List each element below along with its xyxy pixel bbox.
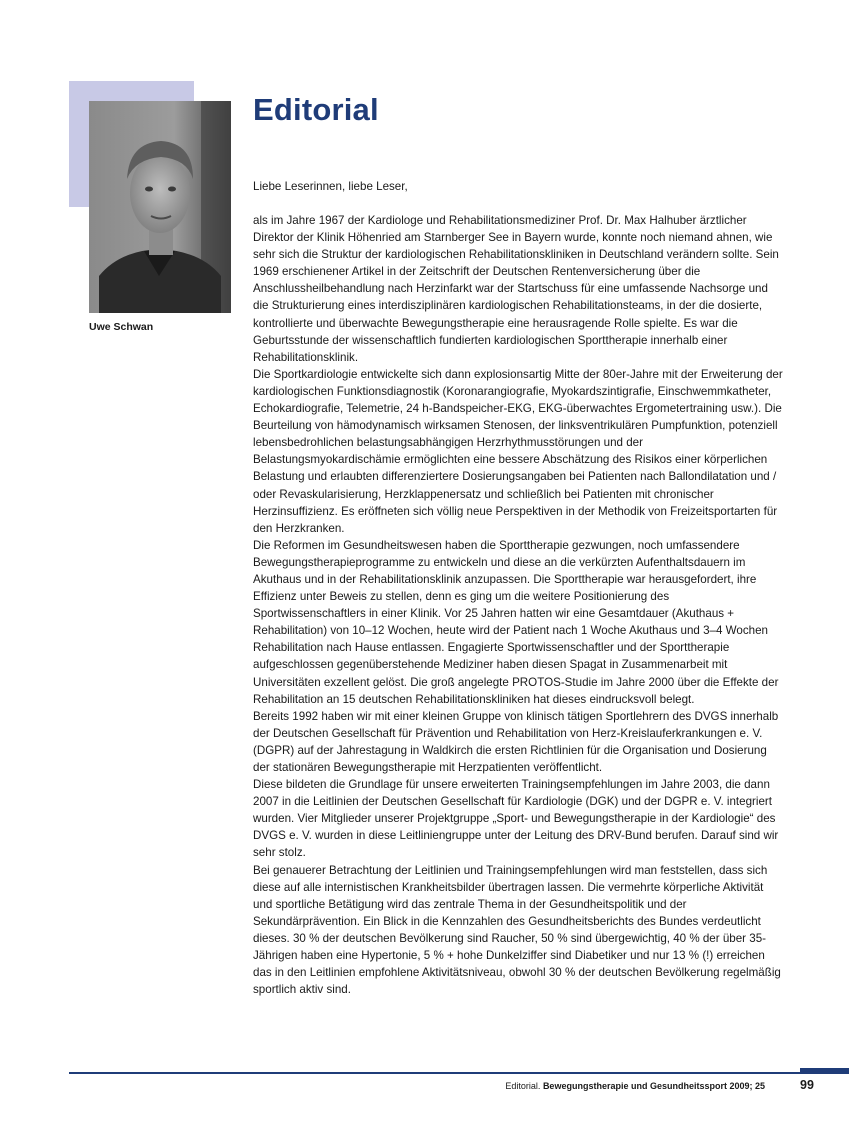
paragraph: als im Jahre 1967 der Kardiologe und Rehabilitationsmediziner Prof. Dr. Max Halhuber ärztlicher Direktor der Klinik Höhenried am Starnberger See in Bayern wurde, konnte noch niemand ahnen, wie sehr sich die Struktur der kardiologischen Rehabilitationskliniken in Deutschland verändern sollte. Sein 1969 erschienener Artikel in der Zeitschrift der Deutschen Rentenversicherung über die Anschlussheilbehandlung nach Herzinfarkt war der Startschuss für eine umfassende Nachsorge und die Strukturierung eines interdisziplinären kardiologischen Rehabilitationsteams, in der die dosierte, kontrollierte und überwachte Bewegungstherapie eine herausragende Rolle spielte. Es war die Geburtsstunde der wissenschaftlich fundierten kardiologischen Sporttherapie innerhalb einer Rehabilitationsklinik. <box>253 214 779 364</box>
author-caption: Uwe Schwan <box>89 321 154 333</box>
paragraph: Die Sportkardiologie entwickelte sich dann explosionsartig Mitte der 80er-Jahre mit der Erweiterung der kardiologischen Funktionsdiagnostik (Koronarangiografie, Myokardszintigrafie, Einschwemmkatheter, Echokardiografie, Telemetrie, 24 h-Bandspeicher-EKG, EKG-überwachtes Ergometertraining usw.). Die Beurteilung von hämodynamisch wirksamen Stenosen, der linksventrikulären Pumpfunktion, potenziell lebensbedrohlichen belastungsabhängigen Herzrhythmusstörungen und der Belastungsmyokardischämie ermöglichten eine bessere Abschätzung des Risikos einer körperlichen Belastung und erlaubten differenziertere Dosierungsangaben bei Patienten nach Ballondilatation und / oder Revaskularisierung, Herzklappenersatz und schließlich bei Patienten mit chronischer Herzinsuffizienz. Es eröffneten sich völlig neue Perspektiven in der Methodik von Freizeitsportarten für den Herzkranken. <box>253 367 783 535</box>
paragraph: Diese bildeten die Grundlage für unsere erweiterten Trainingsempfehlungen im Jahre 2003, die dann 2007 in die Leitlinien der Deutschen Gesellschaft für Kardiologie (DGK) und der DGPR e. V. integriert wurden. Vier Mitglieder unserer Projektgruppe „Sport- und Bewegungstherapie in der Kardiologie“ des DVGS e. V. wurden in diese Leitliniengruppe unter der Leitung des DRV-Bund berufen. Darauf sind wir sehr stolz. <box>253 778 779 860</box>
article-body <box>253 212 785 998</box>
footer-accent-bar <box>800 1068 849 1074</box>
paragraph: Bei genauerer Betrachtung der Leitlinien und Trainingsempfehlungen wird man feststellen, dass sich diese auf alle internistischen Krankheitsbilder übertragen lassen. Die vermehrte körperliche Aktivität und sportliche Betätigung wird das zentrale Thema in der Gesundheitspolitik und der Sekundärprävention. Ein Blick in die Kennzahlen des Gesundheitsberichts des Bundes verdeutlicht dieses. 30 % der deutschen Bevölkerung sind Raucher, 50 % sind übergewichtig, 40 % der über 35-Jährigen haben eine Hypertonie, 5 % + hohe Dunkelziffer sind Diabetiker und nur 13 % (!) erreichen das in den Leitlinien empfohlene Aktivitätsniveau, obwohl 30 % der deutschen Bevölkerung regelmäßig sportlich aktiv sind. <box>253 863 781 997</box>
page-title: Editorial <box>253 92 379 127</box>
footer-rule <box>69 1072 849 1074</box>
salutation: Liebe Leserinnen, liebe Leser, <box>253 180 408 193</box>
paragraph: Bereits 1992 haben wir mit einer kleinen Gruppe von klinisch tätigen Sportlehrern des DVGS innerhalb der Deutschen Gesellschaft für Prävention und Rehabilitation von Herz-Kreislauferkrankungen e. V. (DGPR) auf der Jahrestagung in Waldkirch die ersten Richtlinien für die Organisation und Dosierung der stationären Bewegungstherapie mit Herzpatienten veröffentlicht. <box>253 709 779 774</box>
page-number: 99 <box>800 1078 814 1092</box>
author-portrait-photo <box>89 101 231 313</box>
footer-section: Editorial. <box>505 1081 541 1091</box>
footer-journal: Bewegungstherapie und Gesundheitssport 2009; 25 <box>542 1081 765 1091</box>
running-footer <box>505 1081 765 1091</box>
paragraph: Die Reformen im Gesundheitswesen haben die Sporttherapie gezwungen, noch umfassendere Bewegungstherapieprogramme zu entwickeln und diese an die verkürzten Aufenthaltsdauern im Akuthaus und in der Rehabilitationsklinik anzupassen. Die Sporttherapie war herausgefordert, ihre Effizienz unter Beweis zu stellen, denn es ging um die weitere Positionierung des Sportwissenschaftlers in einer Klinik. Vor 25 Jahren hatten wir eine Gesamtdauer (Akuthaus + Rehabilitation) von 10–12 Wochen, heute wird der Patient nach 1 Woche Akuthaus und 3–4 Wochen Rehabilitation nach Hause entlassen. Engagierte Sportwissenschaftler und der Sporttherapie aufgeschlossen gegenüberstehende Mediziner haben diesen Spagat in Zusammenarbeit mit Universitäten exzellent gelöst. Die groß angelegte PROTOS-Studie im Jahre 2000 über die Effekte der Rehabilitation an 15 deutschen Rehabilitationskliniken hat dieses eindrucksvoll belegt. <box>253 538 779 706</box>
